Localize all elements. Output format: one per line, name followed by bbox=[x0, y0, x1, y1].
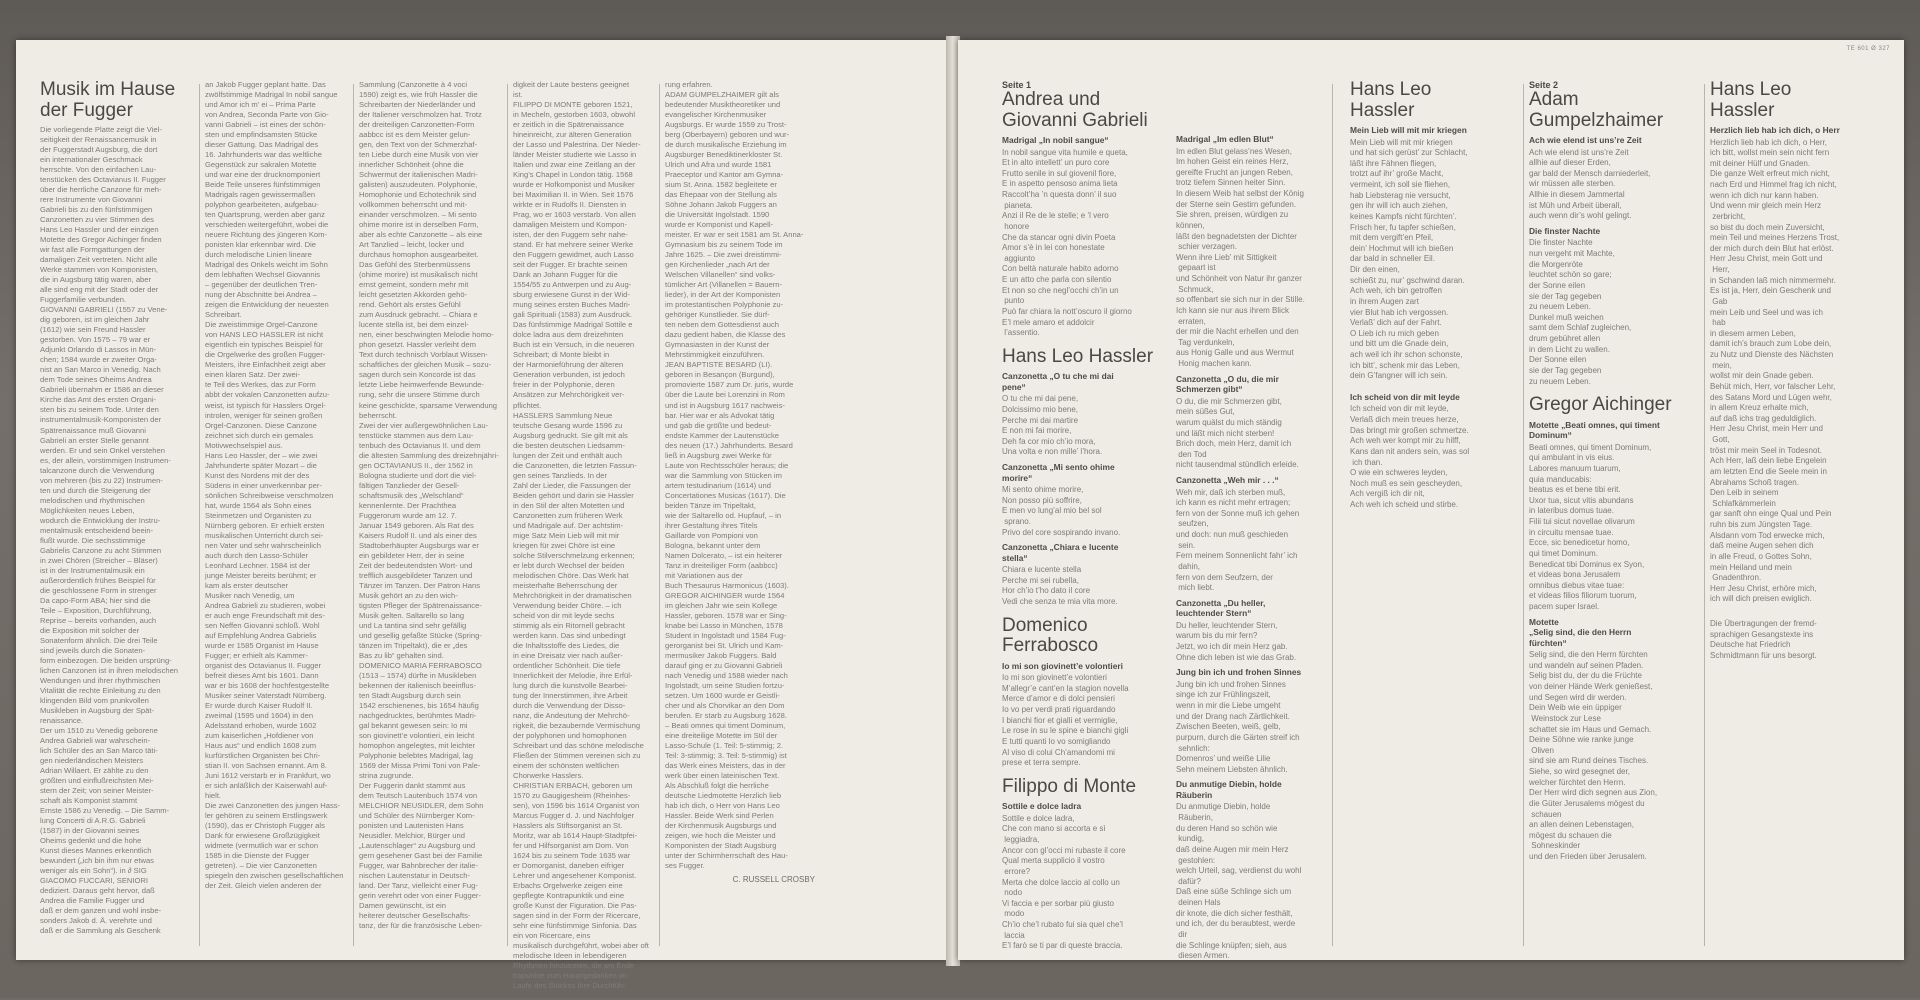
work-title: Madrigal „In nobil sangue“ bbox=[1002, 135, 1109, 146]
page-title: Musik im Hause der Fugger bbox=[40, 79, 176, 121]
lyrics-column-1 bbox=[1002, 80, 1176, 950]
essay-column-4 bbox=[513, 80, 653, 991]
column-divider bbox=[1332, 84, 1333, 946]
lyrics-column-4 bbox=[1529, 80, 1699, 950]
lyrics-text: O du, die mir Schmerzen gibt, mein süßes Gut, warum quälst du mich ständig und läßt mich nicht sterben! Brich doch, mein Herz, damit ich den Tod nicht tausendmal stündlich erleide. bbox=[1176, 396, 1299, 470]
work-title: Canzonetta „Du heller, leuchtender Stern“ bbox=[1176, 597, 1266, 619]
work-title: Du anmutige Diebin, holde Räuberin bbox=[1176, 779, 1282, 800]
essay-text: an Jakob Fugger geplant hatte. Das zwölfstimmige Madrigal In nobil sangue und Amor ich m' ei – Prima Parte von Andrea, Seconda Parte von Gio- vanni Gabrieli – ist eines der schön- sten und empfindsamsten Stücke dieser Gattung. Das Madrigal des 16. Jahrhunderts war das weltliche Gegenstück zur sakralen Motette und war eine der drucknomponiert Beide Teile unseres fünfstimmigen Madrigals ragen gewissermaßen polyphon gearbeiteten, aufgebau- ten Quartsprung, werden aber ganz verschieden weitergeführt, wobei die neuere Richtung des jüngeren Kom- ponisten klar erkennbar wird. Die durch melodische Linien lineare Madrigal des Onkels weicht im Sohn dem lebhaften Wechsel Giovannis – gegenüber der deutlichen Tren- nung der Abschnitte bei Andrea – zeigen die Entwicklung der neuesten Schreibart. Die zweistimmige Orgel-Canzone von HANS LEO HASSLER ist nicht eigentlich ein typisches Beispiel für die Orgelwerke des großen Fugger- Meisters, ihre Einfachheit zeigt aber einen klaren Satz. Der zwei- te Teil des Werkes, das zur Form abbt der vokalen Canzonetten aufzu- weist, ist typisch für Hasslers Orgel- introlen, weniger für seinen großen Orgel-Canzonen. Diese Canzone zeichnet sich durch ein gemales Motivwechselspiel aus. Hans Leo Hassler, der – wie zwei Jahrhunderte später Mozart – die Kunst des Nordens mit der des Südens in einer unverkennbar per- sönlichen Schreibweise verschmolzen hat, wurde 1564 als Sohn eines Steinmetzen und Organisten zu Nürnberg geboren. Er erhielt ersten musikalischen Unterricht durch sei- nen Vater und sehr wahrscheinlich auch durch den Lasso-Schüler Leonhard Lechner. 1584 ist der junge Meister bereits berühmt; er kam als erster deutscher Musiker nach Venedig, um Andrea Gabrieli zu studieren, wobei er auch enge Freundschaft mit des- sen Neffen Giovanni schloß. Wohl auf Empfehlung Andrea Gabrielis wurde er 1585 Organist im Hause Fugger; er erhielt als Kammer- organist des Octavianus II. Fugger befreit dieses Amt bis 1601. Dann war er bis 1608 der hochfestgestellte Musiker seiner Vaterstadt Nürnberg. Er wurde durch Kaiser Rudolf II. zweimal (1595 und 1604) in den Adelsstand erhoben, wurde 1602 zum kaiserlichen „Hofdiener von Haus aus“ und endlich 1608 zum kurfürstlichen Organisten bei Chri- stian II. von Sachsen ernannt. Am 8. Juni 1612 verstarb er in Frankfurt, wo er sich anläßlich der Kaiserwahl auf- hielt. Die zwei Canzonetten des jungen Hass- ler gehören zu seinem Erstlingswerk (1590), das er Christoph Fugger als Dank für erwiesene Großzügigkeit widmete (vermutlich war er schon 1585 in die Dienste der Fugger getreten). – Die vier Canzonetten spiegeln den zwischen gesellschaftlichen der Zeit. Gleich vielen anderen der bbox=[205, 80, 344, 891]
column-divider bbox=[659, 84, 660, 946]
work-title: Motette „Beati omnes, qui timent Dominum“ bbox=[1529, 419, 1660, 441]
composer-heading: Filippo di Monte bbox=[1002, 775, 1137, 797]
composer-heading: Gregor Aichinger bbox=[1529, 394, 1672, 416]
side-label: Seite 1 bbox=[1002, 80, 1032, 90]
lyrics-text: Jung bin ich und frohen Sinnes singe ich zur Frühlingszeit, wenn in mir die Liebe umgeht und der Drang nach Zärtlichkeit. Zwischen Beeten, weiß, gelb, purpurn, durch die Gärten streif ich sehnlich: Dornenros’ und weiße Lilie Sehn meinem Liebsten ähnlich. bbox=[1176, 679, 1300, 774]
work-title: Jung bin ich und frohen Sinnes bbox=[1176, 667, 1302, 678]
lyrics-text: Weh mir, daß ich sterben muß, ich kann es nicht mehr ertragen; fern von der Sonne muß ich gehen seufzen, und doch: nun muß geschieden sein. Fern meinem Sonnenlicht fahr’ ich dahin, fern von dem Seufzern, der mich liebt. bbox=[1176, 487, 1300, 593]
work-title: Canzonetta „O tu che mi dai pene“ bbox=[1002, 371, 1114, 392]
column-divider bbox=[507, 84, 508, 946]
essay-text: digkeit der Laute bestens geeignet ist. FILIPPO DI MONTE geboren 1521, in Mecheln, gestorben 1603, obwohl er zeitlich in die Spätrenaissance hineinreicht, zur älteren Generation der Lasso und Palestrina. Der Nieder- länder Meister studierte wie Lasso in Italien und zwar eine Zeitlang an der King’s Chapel in London tätig. 1568 wurde er Hofkomponist und Musiker bei Maximilian II. in Wien. Seit 1576 wirkte er in Rudolfs II. Diensten in Prag, wo er 1603 verstarb. Von allen damaligen Meistern und Kompon- isten, der den Fuggern sehr nahe- stand. Er hat mehrere seiner Werke den Fuggern gewidmet, auch Lasso seit der Fugger. Er brachte seinen Dank an Johann Fugger für die 1554/55 zu Antwerpen und zu Aug- sburg erwiesene Gunst in der Wid- mung seines ersten Buches Madri- gali Spirituali (1583) zum Ausdruck. Das fünfstimmige Madrigal Sottile e dolce ladra aus dem dreizehnten Buch ist ein Versuch, in die neueren Schreibart; di Monte bleibt in der Harmonieführung der älteren Generation verbunden, ist jedoch freier in der Polyphonie, deren Ansätzen zur Mehrchörigkeit ver- pflichtet. HASSLERS Sammlung Neue teutsche Gesang wurde 1596 zu Augsburg gedruckt. Sie gilt mit als die besten deutschen Liedsamm- lungen der Zeit und enthält auch die Canzonetten, die letzten Fassun- gen seines Tanzlieds. In der Zahl der Lieder, die Fassungen der Beiden gehört und darin sie Hassler in den Stil der alten Motetten und Canzonetten zum früheren Werk und Madrigale auf. Der achtstim- mige Satz Mein Lieb will mit mir kriegen für zwei Chöre ist eine solche Stilverschmelzung erkennen; er lebt durch Wechsel der beiden melodischen Chöre. Das Werk hat meisterhafte Beherrschung der Mehrchörigkeit in der dramatischen Verwendung beider Chöre. – ich scheid von dir mit leyde sechs stimmig als ein Ritornell gebracht werden kann. Das sind unbedingt die Inhaltsstoffe des Liedes, die in eine Dreisatz vier nach außer- ordentlicher Schönheit. Die tiefe Innerlichkeit der Melodie, ihre Erfül- lung durch die kunstvolle Bearbei- tung der Innerstimmen, ihre Arbeit durch die Verwendung der Disso- nanz, die Andeutung der Mehrchö- rigkeit, die bezaubernde Vermischung der polyphonen und homophonen Schreibart und das schöne melodische Fließen der Stimmen vereinen sich zu einem der schönsten weltlichen Chorwerke Hasslers. CHRISTIAN ERBACH, geboren um 1570 zu Gaugigesheim (Rheinhes- sen), von 1596 bis 1614 Organist von Marcus Fugger d. J. und Nachfolger Hasslers als Stiftsorganist an St. Moritz, war ab 1614 Haupt-Stadtpfei- fer und Hilfsorganist am Dom. Von 1624 bis zu seinem Tode 1635 war er Domorganist, daneben eifriger Lehrer und angesehener Komponist. Erbachs Orgelwerke zeigen eine gepflegte Kontrapunktik und eine große Kunst der Figuration. Die Pas- sagen sind in der Form der Ricercare, sehr eine fünfstimmige Sinfonia. Das ein von Ricercare, eins musikalisch durchgeführt, wobei aber oft melodische Ideen in lebendigeren Rhythmen hinzutreten, die am Ende trapunkte zum Hauptgedanken im Laufe des Stückes ihre Durchfüh- bbox=[513, 80, 649, 991]
lyrics-text: Mein Lieb will mit mir kriegen und hat sich gerüst’ zur Schlacht, läßt ihre Fähnen fliegen, trotzt auf ihr’ große Macht, vermeint, ich soll sie fliehen, hab Liebsterag nie versucht, gen ihr will ich auch ziehen, keines Kampfs nicht fürchten’. Frisch her, fu tapfer schießen, mit dem vergift’en Pfeil, dein’ Hochmut will ich bießen dar bald in schneller Eil. Dir den einen, schießt zu, nur’ gschwind daran. Ach weh, ich bin getroffen in ihrem Augen zart vier Blut hab ich vergossen. Verlaß’ dich auf der Fahrt. O Lieb ich ru mich geben und bitt um die Gnade dein, ach weil ich ihr schon schonste, ich bitt’, schenk mir das Leben, dein G’fangner will ich sein. bbox=[1350, 137, 1468, 381]
lyrics-text: Du heller, leuchtender Stern, warum bis du mir fern? Jetzt, wo ich dir mein Herz gab. Ohne dich leben ist wie das Grab. bbox=[1176, 620, 1297, 662]
lyrics-text: Sottile e dolce ladra, Che con mano si accorta e sì leggiadra, Ancor con gl’occi mi rubaste il core Qual merta supplicio il vostro errore? Merta che dolce laccio al collo un nodo Vi faccia e per sorbar più giusto modo Ch’io che’l rubato fui sia quel che’l laccia E’l farò se ti par di queste braccia. bbox=[1002, 813, 1126, 951]
essay-column-1 bbox=[40, 80, 190, 950]
work-title: Motette „Selig sind, die den Herrn fürchten“ bbox=[1529, 616, 1632, 648]
work-title: Sottile e dolce ladra bbox=[1002, 801, 1082, 812]
essay-text: rung erfahren. ADAM GUMPELZHAIMER gilt als bedeutender Musiktheoretiker und evangelischer Kirchenmusiker Augsburgs. Er wurde 1559 zu Trost- berg (Oberbayern) geboren und wur- de durch musikalische Erziehung im Augsburger Benediktinerkloster St. Ulrich und Afra und wurde 1581 Praeceptor und Kantor am Gymna- sium St. Anna. 1582 begleitete er das Ehepaar von der Stellung als Söhne Johann Jakob Fuggers an die Universität Ingolstadt. 1590 wurde er Komponist und Kapell- meister. Er war er seit 1581 am St. Anna- Gymnasium bis zu seinem Tode im Jahre 1625. – Die zwei dreistimmi- gen Kirchenlieder „nach Art der Welschen Villanellen“ sind volks- tümlicher Art (Villanellen = Bauern- lieder), in der Art der Komponisten im protestantischen Polyphonie zu- gehöriger Kunstlieder. Sie dürf- ten neben dem Gottesdienst auch dazu gedient haben, die Klasse des Gymnasiasten in der Kunst der Mehrstimmigkeit einzuführen. JEAN BAPTISTE BESARD (LI). geboren in Besançon (Burgund), promovierte 1587 zum Dr. juris, wurde über die Laute bei Lorenzini in Rom und ist in Augsburg 1617 nachweis- bar. Hier war er als Advokat tätig und gab die größte und bedeut- endste Kammer der Lautenstücke des neuen (17.) Jahrhunderts. Besard ließ in Augsburg zwei Werke für Laute von Rechtsschüler heraus; die war die Sammlung von Stücken im artem testudinarium (1614) und Concertationes Musicas (1617). Die beiden Tänze im Tripeltakt, wie der Saltarello od. Hupfauf, – in ihrer Gestaltung ihres Titels Gaillarde von Pompioni von Bologna, bekannt unter dem Namen Dolcerato, – ist ein heiterer Tanz in dreiteiliger Form (aabbcc) mit Variationen aus der Buch Thesaurus Harmonicus (1603). GREGOR AICHINGER wurde 1564 im gleichen Jahr wie sein Kollege Hassler, geboren. 1578 war er Sing- knabe bei Lasso in München, 1578 Student in Ingolstadt und 1584 Fug- gerorganist bei St. Ulrich und Kam- mermusiker Jakob Fuggers. Bald darauf ging er zu Giovanni Gabrieli nach Venedig und 1588 wieder nach Ingolstadt, um seine Studien fortzu- setzen. Um 1600 wurde er Geistli- cher und als Chorvikar an den Dom berufen. Er starb zu Augsburg 1628. – Beati omnes qui timent Dominum, eine dreiteilige Motette im Stil der Lasso-Schule (1. Teil: 5-stimmig; 2. Teil: 3-stimmig; 3. Teil: 5-stimmig) ist das Werk eines Meisters, das in der werk über einen lateinischen Text. Als Abschluß folgt die herrliche deutsche Liedmotette Herzlich lieb hab ich dich, o Herr von Hans Leo Hassler. Beide Werk sind Perlen der Kirchenmusik Augsburgs und zeigen, wie hoch die Meister und Komponisten der Stadt Augsburg unter der Schirmherrschaft des Hau- ses Fugger. bbox=[665, 80, 804, 871]
work-title: Ich scheid von dir mit leyde bbox=[1350, 391, 1460, 402]
work-title: Canzonetta „Mi sento ohime morire“ bbox=[1002, 462, 1115, 483]
work-title: Herzlich lieb hab ich dich, o Herr bbox=[1710, 125, 1840, 136]
essay-text: Sammlung (Canzonette à 4 voci 1590) zeigt es, wie früh Hassler die Schreibarten der Niederländer und der Italiener verschmolzen hat. Trotz der dreiteiligen Canzonetten-Form aabbcc ist es dem Meister gelun- gen, den Text von der Schmerzhaf- ten Liebe durch eine Musik von vier innerlicher Schönheit (ohne die Schwermut der italienischen Madri- galisten) auszudeuten. Polyphonie, Homophonie und Echotechnik sind vollkommen beherrscht und mit- einander verschmolzen. – Mi sento ohime morire ist in derselben Form, aber als echte Canzonette – als eine Art Tanzlied – leicht, locker und durchaus homophon ausgearbeitet. Das Gefühl des Sterbenmüssens (ohime morire) ist musikalisch nicht ernst gemeint, sondern mehr mit leicht gesetzten Akkorden gehö- rend. Gehört als erstes Gefühl zum Ausdruck gebracht. – Chiara e lucente stella ist, bei dem einzel- nen, einer beschwingten Melodie homo- phon gesetzt. Hassler verleiht dem Text durch technisch Vorblaut Wissen- schaftliches der gleichen Musik – sozu- sagen durch sein Koncorde ist das letzte Liebe heimwerfende Bewunde- rung, sehr die unsere Stimme durch keine geschickte, sparsame Verwendung beherrscht. Zwei der vier außergewöhnlichen Lau- tenstücke stammen aus dem Lau- tenbuch des Octavianus II. und dem die ältesten Sammlung des dreizehnjähri- gen OCTAVIANUS II., der 1562 in Bologna studierte und dort die viel- fältigen Tanzlieder der Gesell- schaftsmusik des „Welschland“ kennenlernte. Der Prachthea Fuggerorum wurde am 12. 7. Januar 1549 geboren. Als Rat des Kaisers Rudolf II. und als einer des Stadtoberhäupter Augsburgs war er ein gebildeter Herr, der in seine Zeit der bedeutendsten Wort- und trefflich ausgebildeter Tanzen und Tänzer im Tanzen. Der Patron Hans Musik gehört an zu den wich- tigsten Pfleger der Spätrenaissance- Musik gelten. Saltarello so lang und La tantina sind sehr gefällig und gesellig gefaßte Stücke (Spring- tänzen im Tripeltakt), die er „des Bas zu lib“ gehalten sind. DOMENICO MARIA FERRABOSCO (1513 – 1574) dürfte in Musikleben bekennen der italienisch beeinflus- ten Stadt Augsburg durch sein 1542 erschienenes, bis 1654 häufig nachgedrucktes, berühmtes Madri- gal bekannt gewesen sein: Io mi son giovinett’e volontieri, ein leicht homophon angelegtes, mit leichter Polyphonie belebtes Madrigal, lag 1569 der Missa Primi Toni von Pale- strina zugrunde. Der Fuggerin dankt stammt aus dem Teutsch Lautenbuch 1574 von MELCHIOR NEUSIDLER, dem Sohn und Schüler des Nürnberger Kom- ponisten und Lautenisten Hans Neusidler. Melchior, Bürger und „Lautenschlager“ zu Augsburg und gern gesehener Gast bei der Familie Fugger, war Bahnbrecher der italie- nischen Lautenstatur in Deutsch- land. Der Tanz, vielleicht einer Fug- gerin verehrt oder von einer Fugger- Damen gewünscht, ist ein heiterer deutscher Gesellschafts- tanz, der für die französische Leben- bbox=[359, 80, 499, 931]
lyrics-column-2 bbox=[1176, 130, 1326, 1000]
composer-heading: Adam Gumpelzhaimer bbox=[1529, 89, 1664, 131]
work-title: Ach wie elend ist uns’re Zeit bbox=[1529, 135, 1642, 146]
work-title: Io mi son giovinett’e volontieri bbox=[1002, 660, 1123, 671]
composer-heading: Andrea und Giovanni Gabrieli bbox=[1002, 89, 1148, 131]
work-title: Canzonetta „Chiara e lucente stella“ bbox=[1002, 542, 1119, 563]
composer-heading: Hans Leo Hassler bbox=[1002, 345, 1154, 367]
side-label: Seite 2 bbox=[1529, 80, 1559, 90]
right-page bbox=[958, 40, 1904, 960]
catalog-number: TE 601 Ø 327 bbox=[1846, 46, 1890, 52]
lyrics-text: Die finster Nachte nun vergeht mit Machte, die Morgenröte leuchtet schön so gare; der Sonne eilen sie der Tag gegeben zu neuem Leben. Dunkel muß weichen samt dem Schlaf zugleichen, drum gebühret allen in dem Licht zu wallen. Der Sonne eilen sie der Tag gegeben zu neuem Leben. bbox=[1529, 238, 1632, 386]
composer-heading: Domenico Ferrabosco bbox=[1002, 614, 1099, 657]
lyrics-text: Chiara e lucente stella Perche mi sei rubella, Hor ch’io t’ho dato il core Vedi che senza te mia vita more. bbox=[1002, 565, 1118, 607]
column-divider bbox=[199, 84, 200, 946]
composer-heading: Hans Leo Hassler bbox=[1710, 79, 1792, 121]
lyrics-text: Im edlen Blut gelass’nes Wesen, Im hohen Geist ein reines Herz, gereifte Frucht an jungen Reben, trotz tiefem Sinnen heiter Sinn. In diesem Weib hat selbst der König der Sterne sein Gestirn gefunden. Sie shren, preisen, würdigen zu können, läßt den begnadetsten der Dichter schier verzagen. Wenn ihre Lieb’ mit Sittigkeit gepaart ist und Schönheit von Natur ihr ganzer Schmuck, so offenbart sie sich nur in der Stille. Ich kann sie nur aus ihrem Blick erraten, der mir die Nacht erhellen und den Tag verdunkeln, aus Honig Galle und aus Wermut Honig machen kann. bbox=[1176, 146, 1305, 368]
essay-column-2 bbox=[205, 80, 347, 950]
lyrics-text: Ich scheid von dir mit leyde, Verlaß dich mein treues herze, Das bringt mir großen schmertze. Ach weh wer kompt mir zu hilff, Kans dan nit anders sein, was sol ich than. O wie ein schweres leyden, Noch muß es sein gescheyden, Ach vergiß ich dir nit, Ach weh ich scheid und stirbe. bbox=[1350, 404, 1470, 510]
work-title: Die finster Nachte bbox=[1529, 225, 1601, 236]
lyrics-text: Du anmutige Diebin, holde Räuberin, du deren Hand so schön wie kundig, daß deine Augen mir mein Herz gestohlen: welch Urteil, sag, verdienst du wohl dafür? Daß eine süße Schlinge sich um deinen Hals dir knote, die dich sicher festhält, und ich, der du beraubtest, werde dir die Schlinge knüpfen; sieh, aus diesen Armen. bbox=[1176, 802, 1302, 961]
essay-column-5 bbox=[665, 80, 815, 950]
lyrics-text: Selig sind, die den Herrn fürchten und wandeln auf seinen Pfaden. Selig bist du, der du die Früchte von deiner Hände Werk genießest, und Segen wird dir werden. Dein Weib wie ein üppiger Weinstock zur Lese schattet sie im Haus und Gemach. Deine Söhne wie ranke junge Oliven sind sie am Rund deines Tisches. Siehe, so wird gesegnet der, welcher fürchtet den Herrn. Der Herr wird dich segnen aus Zion, die Güter Jerusalems mögest du schauen an allen deinen Lebenstagen, mögest du schauen die Sohneskinder und den Frieden über Jerusalem. bbox=[1529, 650, 1658, 862]
lyrics-column-3 bbox=[1350, 80, 1518, 950]
column-divider bbox=[353, 84, 354, 946]
composer-heading: Hans Leo Hassler bbox=[1350, 79, 1432, 121]
translation-footnote: Die Übertragungen der fremd- sprachigen Gesangstexte ins Deutsche hat Friedrich Schmidtmann für uns besorgt. bbox=[1710, 619, 1817, 660]
essay-column-3 bbox=[359, 80, 501, 950]
author-credit: C. RUSSELL CROSBY bbox=[732, 875, 815, 885]
work-title: Mein Lieb will mit mir kriegen bbox=[1350, 125, 1467, 136]
essay-text: Die vorliegende Platte zeigt die Viel- seitigkeit der Renaissancemusik in der Fuggerstadt Augsburg, die dort ein internationaler Geschmack herrschte. Von den einfachen Lau- tenstücken des Octavianus II. Fugger über die herrliche Canzone für meh- rere Instrumente von Giovanni Gabrieli bis zu den fünfstimmigen Canzonetten zu vier Stimmen des Hans Leo Hassler und der einzigen Motette des Gregor Aichinger finden wir fast alle Formgattungen der damaligen Zeit vertreten. Nicht alle Werke stammen von Komponisten, die in Augsburg tätig waren, aber alle sind eng mit der Stadt oder der Fuggerfamilie verbunden. GIOVANNI GABRIELI (1557 zu Vene- dig geboren, ist im gleichen Jahr (1612) wie sein Freund Hassler gestorben. Von 1575 – 79 war er Adjunkt Orlando di Lassos in Mün- chen; 1584 wurde er zweiter Orga- nist an San Marco in Venedig. Nach dem Tode seines Oheims Andrea Gabrieli übernahm er 1586 an dieser Kirche das Amt des ersten Organi- sten bis zu seinem Tode. Unter den instrumentalmusik-Komponisten der Spätrenaissance muß Giovanni Gabrieli an erster Stelle genannt werden. Er und sein Onkel verstehen es, der allein, vorstimmigen Instrumen- talcanzone durch die Verwendung von mehreren (bis zu 22) Instrumen- ten und durch die Steigerung der melodischen und rhythmischen Möglichkeiten neues Leben, wodurch die Entwicklung der Instru- mentalmusik entscheidend beein- flußt wurde. Die sechsstimmige Gabrielis Canzone zu acht Stimmen in zwei Chören (Streicher – Bläser) ist in der Instrumentalmusik ein außerordentlich frühes Beispiel für die geschlossene Form in strenger Da capo-Form ABA; hier sind die Teile – Exposition, Durchführung, Reprise – bereits vorhanden, auch die Exposition mit solcher der Sonatenform ähnlich. Die drei Teile sind jeweils durch die Sonaten- form einbezogen. Die beiden ursprüng- lichen Canzonen ist in ihren melodischen Wendungen und ihrer rhythmischen Vitalität die rechte Einleitung zu den klingenden Bild vom prunkvollen Musikleben in Augsburg der Spät- renaissance. Der um 1510 zu Venedig geborene Andrea Gabrieli war wahrschein- lich Schüler des an San Marco täti- gen niederländischen Meisters Adrian Willaert. Er zählte zu den größten und einflußreichsten Mei- stern der Zeit; von seiner Meister- schaft als Komponist stammt Ernste 1586 zu Venedig. – Die Samm- lung Concerti di A.R.G. Gabrieli (1587) in der Giovanni seines Oheims gedenkt und die hohe Kunst dieses Mannes erkenntlich bewundert („ich bin ihm nur etwas weniger als ein Sohn“). in ∂ SIG GIACOMO FUCCARI, SENIORI dediziert. Daraus geht hervor, daß Andrea die Familie Fugger und daß er dem ganzen und wohl insbe- sonders Jakob d. Ä. verehrte und daß er die Sammlung als Geschenk bbox=[40, 125, 179, 936]
lyrics-text: Ach wie elend ist uns’re Zeit allhie auf dieser Erden, gar bald der Mensch darniederleit, wir müssen alle sterben. Allhie in diesem Jammertal ist Müh und Arbeit überall, auch wenn dir’s wohl gelingt. bbox=[1529, 147, 1651, 221]
lyrics-text: O tu che mi dai pene, Dolcissimo mio bene, Perche mi dai martire E non mi fai morire, Deh fa cor mio ch’io mora, Una volta e non mille’ l’hora. bbox=[1002, 394, 1103, 457]
lyrics-text: Herzlich lieb hab ich dich, o Herr, ich bitt, wollst mein sein nicht fern mit deiner Hülf und Gnaden. Die ganze Welt erfreut mich nicht, nach Erd und Himmel frag ich nicht, wenn ich dich nur kann haben. Und wenn mir gleich mein Herz zerbricht, so bist du doch mein Zuversicht, mein Teil und meines Herzens Trost, der mich durch dein Blut hat erlöst. Herr Jesu Christ, mein Gott und Herr, in Schanden laß mich nimmermehr. Es ist ja, Herr, dein Geschenk und Gab mein Leib und Seel und was ich hab in diesem armen Leben, damit ich’s brauch zum Lobe dein, zu Nutz und Dienste des Nächsten mein, wollst mir dein Gnade geben. Behüt mich, Herr, vor falscher Lehr, des Satans Mord und Lügen wehr, in allem Kreuz erhalte mich, auf daß ichs trag geduldiglich. Herr Jesu Christ, mein Herr und Gott, tröst mir mein Seel in Todesnot. Ach Herr, laß dein liebe Engelein am letzten End die Seele mein in Abrahams Schoß tragen. Den Leib in seinem Schlafkämmerlein gar sanft ohn einge Qual und Pein ruhn bis zum Jüngsten Tage. Alsdann vom Tod erwecke mich, daß meine Augen sehen dich in alle Freud, o Gottes Sohn, mein Heiland und mein Gnadenthron. Herr Jesu Christ, erhöre mich, ich will dich preisen ewiglich. bbox=[1710, 137, 1840, 604]
work-title: Madrigal „Im edlen Blut“ bbox=[1176, 134, 1274, 144]
lyrics-text: Beati omnes, qui timent Dominum, qui ambulant in vis eius. Labores manuum tuarum, quia manducabis: beatus es et bene tibi erit. Uxor tua, sicut vitis abundans in lateribus domus tuae. Filii tui sicut novellae olivarum in circuitu mensae tuae. Ecce, sic benedicetur homo, qui timet Dominum. Benedicat tibi Dominus ex Syon, et videas bona Jerusalem omnibus diebus vitae tuae: et videas filios filiorum tuorum, pacem super Israel. bbox=[1529, 442, 1652, 612]
work-title: Canzonetta „O du, die mir Schmerzen gibt“ bbox=[1176, 373, 1279, 395]
left-page bbox=[16, 40, 948, 991]
lyrics-text: Mi sento ohime morire, Non posso più soffrire, E men vo lung’al mio bel sol sprano. Privo del core sospirando invano. bbox=[1002, 485, 1121, 537]
lyrics-column-5 bbox=[1710, 80, 1886, 950]
column-divider bbox=[1523, 84, 1524, 946]
lyrics-text: In nobil sangue vita humile e queta, Et in alto intellett’ un puro core Frutto senile in sul giovenil fiore, E in aspetto pensoso anima lieta Raccolt’ha ’n questa donn’ il suo pianeta. Anzi il Re de le stelle; e ’l vero honore Che da stancar ogni divin Poeta Amor s’è in lei con honestate aggiunto Con beltà naturale habito adorno E un atto che parla con silentio Et non so che negl’occhi ch’in un punto Può far chiara la nott’oscuro il giorno E’l mele amaro et addolcir l’assentio. bbox=[1002, 147, 1132, 338]
column-divider bbox=[1704, 84, 1705, 946]
lyrics-text: Io mi son giovinett’e volontieri M’allegr’e cant’en la stagion novella Merce d’amor e di dolci pensieri Io vo per verdi prati riguardando I bianchi fior et gialli et vermiglie, Le rose in su le spine e bianchi gigli E tutti quanti lo vo somigliando Al viso di colui Ch’amandomi mi prese et terra sempre. bbox=[1002, 673, 1129, 768]
work-title: Canzonetta „Weh mir . . .“ bbox=[1176, 475, 1279, 485]
